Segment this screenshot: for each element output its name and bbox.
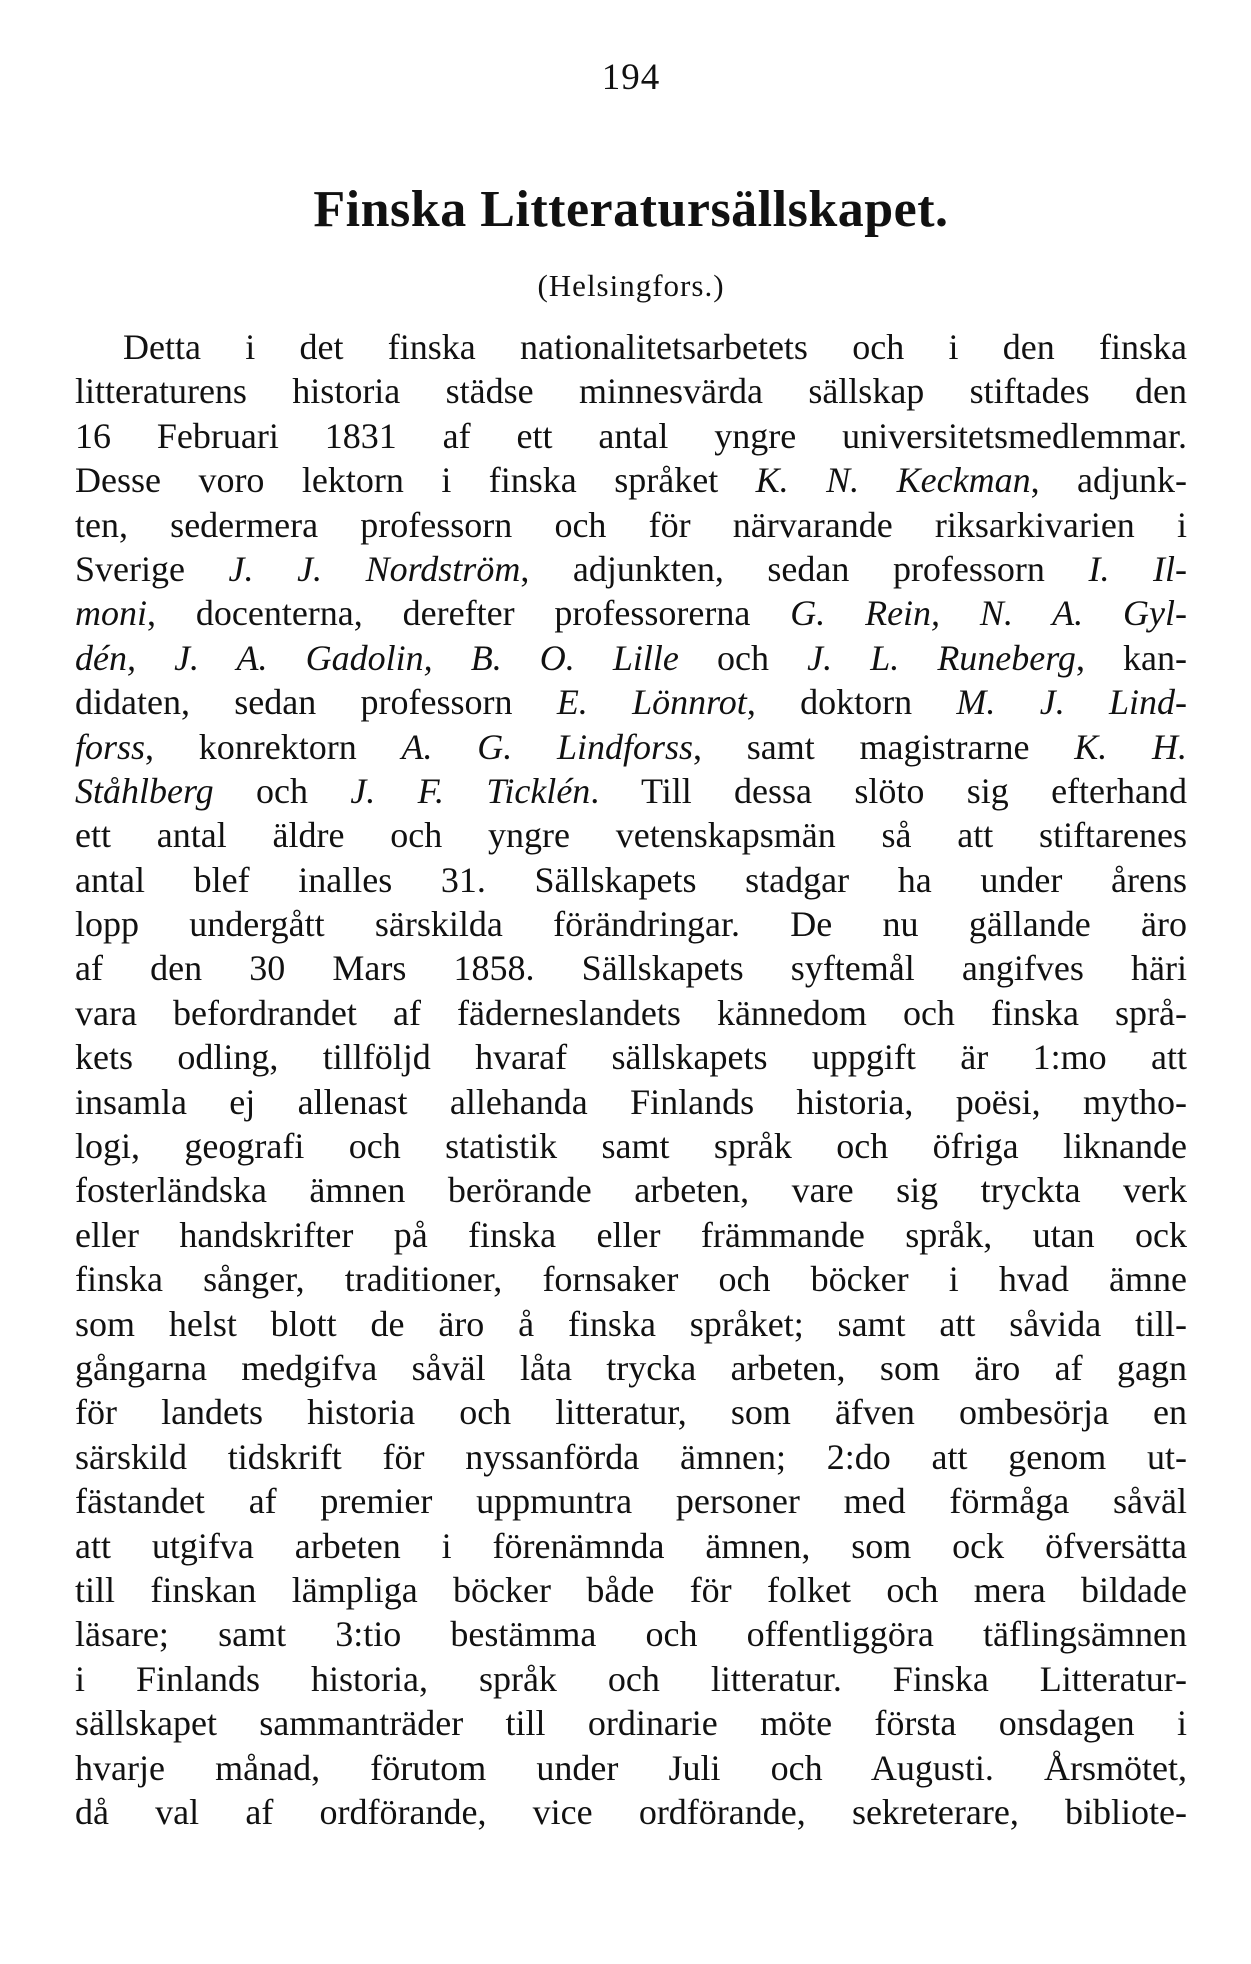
text-line [75,325,1187,369]
text-line [75,1435,1187,1479]
text-line [75,1390,1187,1434]
italic-name-segment: G. Rein, N. A. Gyl- [790,593,1187,634]
text-line [75,1213,1187,1257]
text-segment: , kan- [1075,637,1188,678]
text-line [75,1746,1187,1790]
text-segment: sällskapet sammanträder till ordinarie möte första onsdagen i [75,1703,1187,1744]
text-line [75,1257,1187,1301]
text-line [75,547,1187,591]
italic-name-segment: Ståhlberg [75,770,214,811]
italic-name-segment: I. Il- [1088,548,1187,589]
text-segment: fästandet af premier uppmuntra personer med förmåga såväl [75,1481,1187,1522]
text-line [75,503,1187,547]
text-segment: som helst blott de äro å finska språket; samt att såvida till- [75,1303,1187,1344]
text-segment: af den 30 Mars 1858. Sällskapets syftemål angifves häri [75,948,1187,989]
italic-name-segment: K. H. [1074,726,1187,767]
text-line [75,858,1187,902]
italic-name-segment: J. J. Nordström [228,548,521,589]
text-segment: Desse voro lektorn i finska språket [75,460,756,501]
text-segment: att utgifva arbeten i förenämnda ämnen, som ock öfversätta [75,1525,1187,1566]
text-segment: och [678,637,808,678]
text-segment: antal blef inalles 31. Sällskapets stadgar ha under årens [75,859,1187,900]
text-line [75,1124,1187,1168]
text-segment: Detta i det finska nationalitetsarbetets och i den finska [123,327,1187,367]
italic-name-segment: forss [75,726,146,767]
text-line [75,636,1187,680]
italic-name-segment: M. J. Lind- [956,682,1188,723]
text-line [75,1302,1187,1346]
text-line [75,1524,1187,1568]
text-segment: gångarna medgifva såväl låta trycka arbeten, som äro af gagn [75,1347,1187,1388]
text-segment: Sverige [75,548,229,589]
text-line [75,769,1187,813]
text-segment: och [213,770,351,811]
text-line [75,1657,1187,1701]
book-page [75,0,1187,1964]
text-line [75,725,1187,769]
text-line [75,1568,1187,1612]
text-line [75,991,1187,1035]
text-segment: lopp undergått särskilda förändringar. De nu gällande äro [75,904,1187,945]
text-segment: fosterländska ämnen berörande arbeten, vare sig tryckta verk [75,1170,1187,1211]
text-segment: , konrektorn [145,726,402,767]
text-line [75,902,1187,946]
text-line [75,1790,1187,1834]
page-number: 194 [601,57,661,98]
italic-name-segment: J. L. Runeberg [807,637,1076,678]
italic-name-segment: A. G. Lindforss [401,726,694,767]
text-segment: då val af ordförande, vice ordförande, sekreterare, bibliote- [75,1791,1187,1832]
text-line [75,680,1187,724]
section-title: Finska Litteratursällskapet. [313,181,949,238]
italic-name-segment: E. Lönnrot [556,682,747,723]
text-segment: logi, geografi och statistik samt språk och öfriga liknande [75,1126,1187,1167]
text-segment: , adjunk- [1030,460,1188,501]
text-segment: , samt magistrarne [693,726,1075,767]
text-line [75,1612,1187,1656]
italic-name-segment: moni [75,593,147,634]
italic-name-segment: dén, J. A. Gadolin, B. O. Lille [75,637,679,678]
italic-name-segment: J. F. Ticklén [350,770,591,811]
text-line [75,1701,1187,1745]
text-segment: insamla ej allenast allehanda Finlands historia, poësi, mytho- [75,1081,1187,1122]
text-line [75,1035,1187,1079]
text-line [75,458,1187,502]
text-line [75,1080,1187,1124]
section-subtitle: (Helsingfors.) [537,268,725,303]
text-line [75,414,1187,458]
text-line [75,1346,1187,1390]
text-segment: finska sånger, traditioner, fornsaker och böcker i hvad ämne [75,1259,1187,1300]
text-segment: 16 Februari 1831 af ett antal yngre universitetsmedlemmar. [75,415,1187,456]
text-segment: , doktorn [746,682,957,723]
text-segment: , adjunkten, sedan professorn [520,548,1089,589]
text-segment: litteraturens historia städse minnesvärda sällskap stiftades den [75,371,1187,412]
text-line [75,813,1187,857]
body-paragraph [75,325,1187,1834]
text-segment: till finskan lämpliga böcker både för folket och mera bildade [75,1569,1187,1610]
text-segment: läsare; samt 3:tio bestämma och offentliggöra täflingsämnen [75,1614,1187,1655]
text-segment: i Finlands historia, språk och litteratur. Finska Litteratur- [75,1658,1187,1699]
text-line [75,946,1187,990]
text-segment: ett antal äldre och yngre vetenskapsmän så att stiftarenes [75,815,1187,856]
text-segment: ten, sedermera professorn och för närvarande riksarkivarien i [75,504,1187,545]
text-line [75,1168,1187,1212]
text-segment: didaten, sedan professorn [75,682,557,723]
text-line [75,1479,1187,1523]
text-segment: hvarje månad, förutom under Juli och Augusti. Årsmötet, [75,1747,1187,1788]
text-segment: eller handskrifter på finska eller främmande språk, utan ock [75,1214,1187,1255]
italic-name-segment: K. N. Keckman [755,460,1031,501]
text-segment: särskild tidskrift för nyssanförda ämnen; 2:do att genom ut- [75,1436,1187,1477]
text-segment: vara befordrandet af fäderneslandets kännedom och finska språ- [75,992,1187,1033]
text-segment: . Till dessa slöto sig efterhand [590,770,1187,811]
text-segment: för landets historia och litteratur, som äfven ombesörja en [75,1392,1187,1433]
text-line [75,591,1187,635]
text-line [75,369,1187,413]
text-segment: , docenterna, derefter professorerna [147,593,791,634]
text-segment: kets odling, tillföljd hvaraf sällskapets uppgift är 1:mo att [75,1037,1187,1078]
